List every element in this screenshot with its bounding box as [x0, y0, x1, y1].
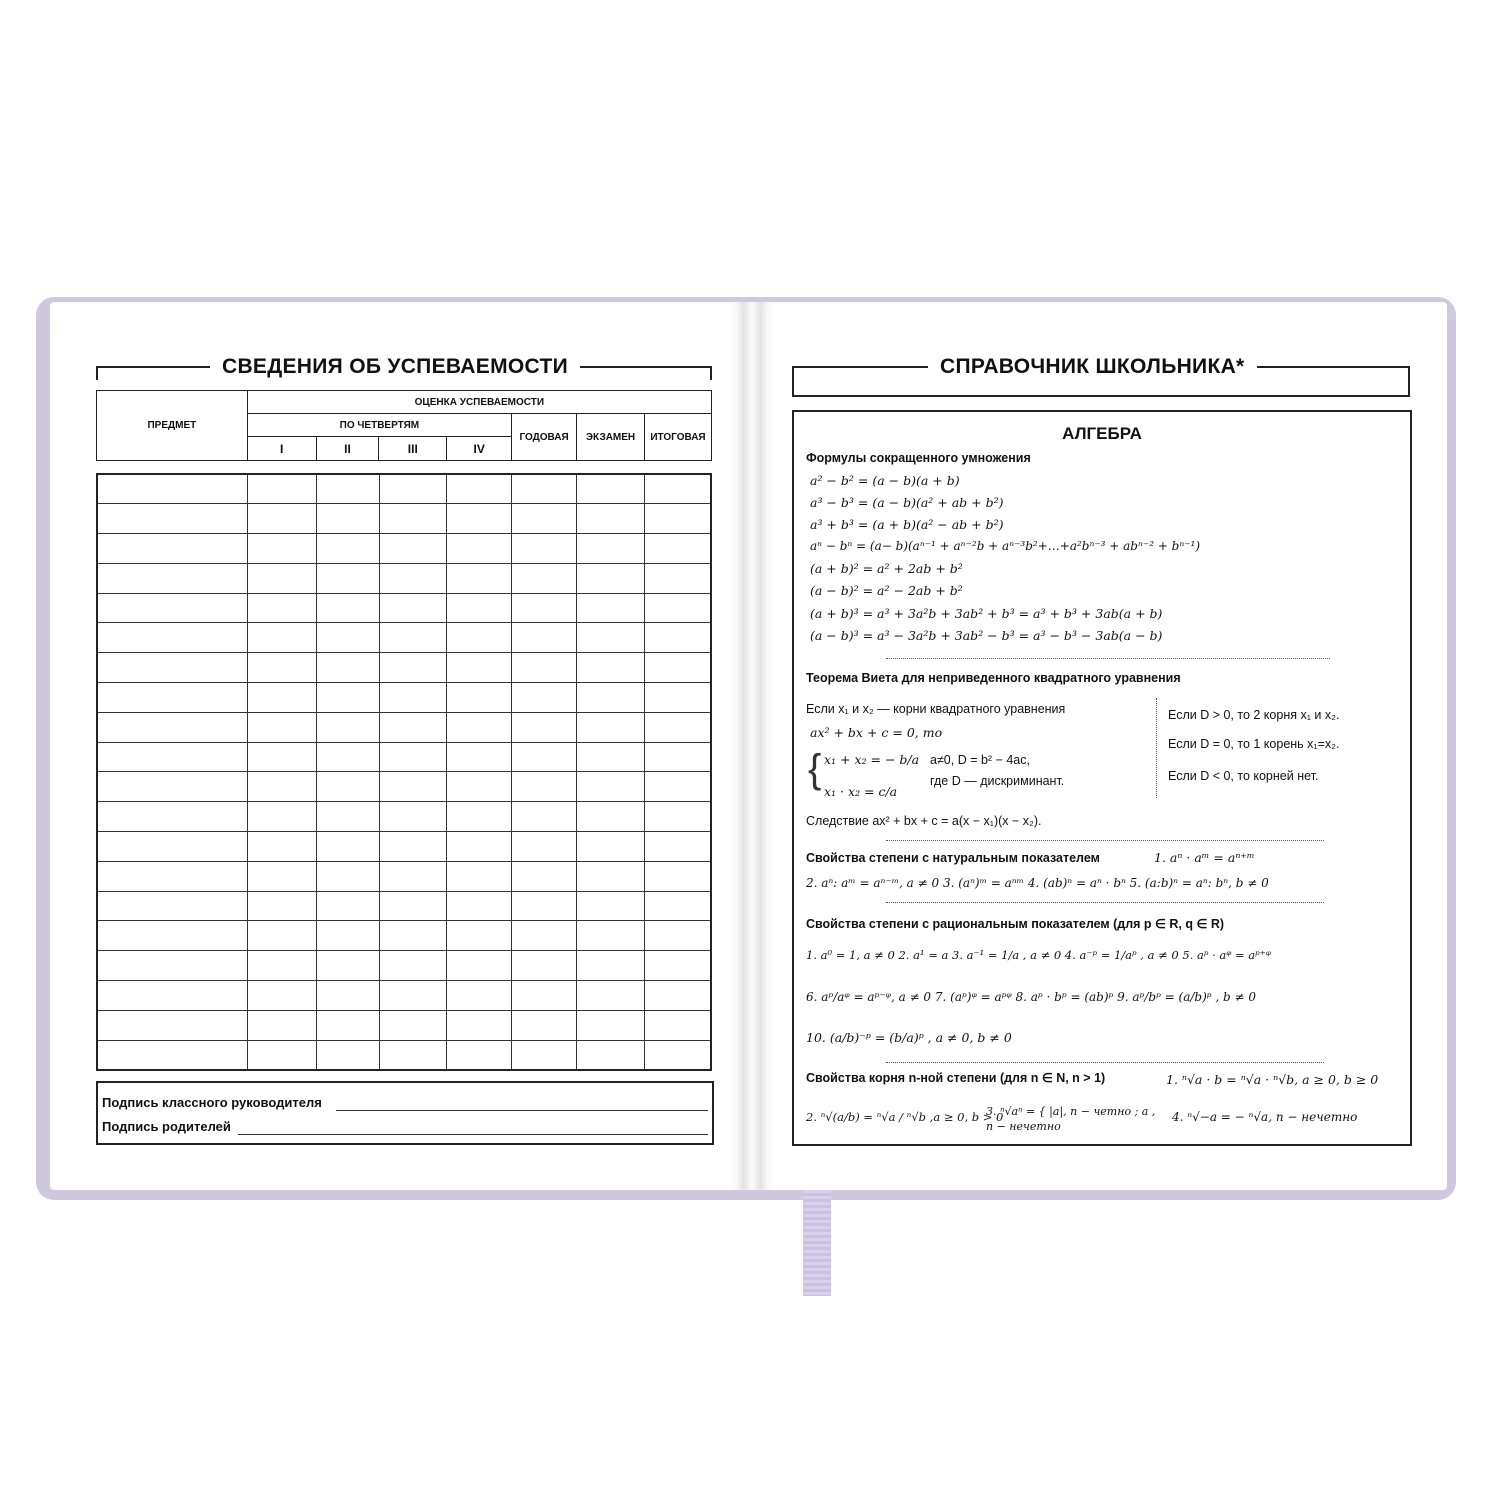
formula-2: a³ − b³ = (a − b)(a² + ab + b²) [810, 495, 1004, 510]
grade-cell[interactable] [644, 1040, 711, 1070]
grade-cell[interactable] [248, 802, 317, 832]
grade-cell[interactable] [447, 951, 512, 981]
grade-row [97, 832, 711, 862]
grade-cell[interactable] [644, 504, 711, 534]
root-property-2: 2. ⁿ√(a/b) = ⁿ√a / ⁿ√b ,a ≥ 0, b > 0 [806, 1110, 1004, 1124]
divider-3 [886, 902, 1324, 903]
grade-cell[interactable] [248, 623, 317, 653]
grade-cell[interactable] [644, 802, 711, 832]
grade-row [97, 891, 711, 921]
grade-cell[interactable] [379, 712, 447, 742]
formula-8: (a − b)³ = a³ − 3a²b + 3ab² − b³ = a³ − b³ − 3ab(a − b) [810, 628, 1163, 643]
grade-row [97, 742, 711, 772]
grade-cell[interactable] [379, 742, 447, 772]
root-property-1: 1. ⁿ√a · b = ⁿ√a · ⁿ√b, a ≥ 0, b ≥ 0 [1166, 1072, 1379, 1087]
subject-cell[interactable] [97, 1040, 248, 1070]
vieta-divider [1156, 698, 1157, 798]
grade-cell[interactable] [512, 683, 577, 713]
final-header: ИТОГОВАЯ [644, 414, 711, 461]
grade-cell[interactable] [316, 593, 379, 623]
vieta-line-1: Если x₁ и x₂ — корни квадратного уравнения [806, 702, 1066, 716]
grade-cell[interactable] [576, 474, 644, 504]
grade-cell[interactable] [379, 563, 447, 593]
grade-cell[interactable] [316, 772, 379, 802]
vieta-brace: { [808, 747, 822, 791]
natural-power-1: 1. aⁿ · aᵐ = aⁿ⁺ᵐ [1154, 850, 1255, 865]
grade-row [97, 563, 711, 593]
grade-row [97, 861, 711, 891]
grade-cell[interactable] [576, 534, 644, 564]
grade-cell[interactable] [316, 683, 379, 713]
grade-cell[interactable] [576, 921, 644, 951]
grade-cell[interactable] [447, 623, 512, 653]
grade-row [97, 1010, 711, 1040]
grade-cell[interactable] [447, 504, 512, 534]
grade-cell[interactable] [447, 891, 512, 921]
grade-cell[interactable] [316, 653, 379, 683]
grade-cell[interactable] [512, 891, 577, 921]
grade-cell[interactable] [379, 772, 447, 802]
subject-cell[interactable] [97, 742, 248, 772]
vieta-result-3: Если D < 0, то корней нет. [1168, 769, 1319, 783]
grade-cell[interactable] [316, 891, 379, 921]
grade-row [97, 534, 711, 564]
subject-cell[interactable] [97, 832, 248, 862]
grade-cell[interactable] [316, 504, 379, 534]
grade-cell[interactable] [316, 981, 379, 1011]
grade-cell[interactable] [447, 742, 512, 772]
left-title-rule-right [710, 366, 712, 380]
grade-cell[interactable] [379, 1010, 447, 1040]
divider-1 [886, 658, 1330, 659]
grade-cell[interactable] [576, 981, 644, 1011]
grade-cell[interactable] [248, 921, 317, 951]
formula-1: a² − b² = (a − b)(a + b) [810, 473, 960, 488]
grade-cell[interactable] [644, 742, 711, 772]
grade-cell[interactable] [316, 742, 379, 772]
subject-cell[interactable] [97, 772, 248, 802]
vieta-system-2: x₁ · x₂ = c/a [824, 784, 898, 799]
parents-signature-label: Подпись родителей [102, 1119, 231, 1134]
grade-row [97, 772, 711, 802]
grade-cell[interactable] [644, 861, 711, 891]
reference-box [792, 410, 1412, 1146]
signature-box [96, 1081, 714, 1145]
algebra-heading: АЛГЕБРА [1062, 424, 1142, 443]
grade-cell[interactable] [248, 951, 317, 981]
grade-cell[interactable] [316, 921, 379, 951]
vieta-result-1: Если D > 0, то 2 корня x₁ и x₂. [1168, 708, 1340, 722]
grade-cell[interactable] [576, 1010, 644, 1040]
grade-cell[interactable] [248, 772, 317, 802]
right-page-title: СПРАВОЧНИК ШКОЛЬНИКА* [928, 355, 1257, 379]
grade-cell[interactable] [447, 772, 512, 802]
grade-row [97, 1040, 711, 1070]
grade-row [97, 474, 711, 504]
grade-cell[interactable] [576, 623, 644, 653]
grade-cell[interactable] [644, 683, 711, 713]
grade-cell[interactable] [576, 563, 644, 593]
grade-row [97, 683, 711, 713]
left-title-rule-left [96, 366, 98, 380]
quarter-3-header: III [379, 437, 447, 461]
grade-cell[interactable] [447, 921, 512, 951]
grade-cell[interactable] [576, 951, 644, 981]
grade-cell[interactable] [379, 623, 447, 653]
grade-cell[interactable] [316, 861, 379, 891]
grade-cell[interactable] [316, 534, 379, 564]
vieta-system-1: x₁ + x₂ = − b/a [824, 752, 920, 767]
quarter-1-header: I [247, 437, 316, 461]
grade-cell[interactable] [447, 1010, 512, 1040]
rational-powers-row-2: 6. aᵖ/aᵠ = aᵖ⁻ᵠ, a ≠ 0 7. (aᵖ)ᵠ = aᵖᵠ 8. aᵖ · bᵖ = (ab)ᵖ 9. aᵖ/bᵖ = (a/b)ᵖ , b ≠ 0 [806, 990, 1257, 1004]
grade-cell[interactable] [447, 563, 512, 593]
annual-header: ГОДОВАЯ [512, 414, 577, 461]
grade-cell[interactable] [379, 861, 447, 891]
subject-cell[interactable] [97, 474, 248, 504]
subject-cell[interactable] [97, 921, 248, 951]
grade-cell[interactable] [512, 802, 577, 832]
subject-cell[interactable] [97, 981, 248, 1011]
grade-cell[interactable] [512, 951, 577, 981]
grade-cell[interactable] [644, 921, 711, 951]
subject-cell[interactable] [97, 504, 248, 534]
grade-cell[interactable] [644, 712, 711, 742]
subject-cell[interactable] [97, 623, 248, 653]
grade-cell[interactable] [576, 653, 644, 683]
formula-7: (a + b)³ = a³ + 3a²b + 3ab² + b³ = a³ + b³ + 3ab(a + b) [810, 606, 1163, 621]
grade-cell[interactable] [248, 683, 317, 713]
grade-cell[interactable] [447, 861, 512, 891]
grade-cell[interactable] [316, 951, 379, 981]
grade-cell[interactable] [576, 891, 644, 921]
grade-cell[interactable] [447, 802, 512, 832]
grade-row [97, 921, 711, 951]
formula-5: (a + b)² = a² + 2ab + b² [810, 561, 963, 576]
grade-cell[interactable] [447, 981, 512, 1011]
grade-cell[interactable] [316, 712, 379, 742]
rational-powers-title: Свойства степени с рациональным показателем (для p ∈ R, q ∈ R) [806, 917, 1225, 931]
grade-cell[interactable] [248, 891, 317, 921]
grade-cell[interactable] [644, 1010, 711, 1040]
grade-cell[interactable] [644, 623, 711, 653]
grade-cell[interactable] [576, 1040, 644, 1070]
grade-cell[interactable] [512, 861, 577, 891]
subject-cell[interactable] [97, 951, 248, 981]
rational-powers-row-1: 1. a⁰ = 1, a ≠ 0 2. a¹ = a 3. a⁻¹ = 1/a , a ≠ 0 4. a⁻ᵖ = 1/aᵖ , a ≠ 0 5. aᵖ · aᵠ = aᵖ⁺ᵠ [806, 948, 1271, 962]
grades-header: ОЦЕНКА УСПЕВАЕМОСТИ [247, 391, 711, 414]
vieta-result-2: Если D = 0, то 1 корень x₁=x₂. [1168, 737, 1340, 751]
page-gutter [744, 302, 760, 1190]
grade-cell[interactable] [316, 832, 379, 862]
exam-header: ЭКЗАМЕН [577, 414, 645, 461]
parents-signature-line[interactable] [238, 1134, 708, 1135]
grade-cell[interactable] [248, 1010, 317, 1040]
vieta-condition-2: где D — дискриминант. [930, 774, 1065, 788]
roots-title: Свойства корня n-ной степени (для n ∈ N, n > 1) [806, 1071, 1106, 1085]
vieta-line-2: ax² + bx + c = 0, то [810, 725, 943, 740]
grade-cell[interactable] [644, 593, 711, 623]
grade-cell[interactable] [379, 802, 447, 832]
right-title-rule-left [792, 366, 794, 396]
subject-cell[interactable] [97, 802, 248, 832]
grade-cell[interactable] [248, 1040, 317, 1070]
subject-cell[interactable] [97, 593, 248, 623]
grade-cell[interactable] [447, 832, 512, 862]
grade-cell[interactable] [576, 802, 644, 832]
grade-cell[interactable] [576, 861, 644, 891]
grade-cell[interactable] [379, 593, 447, 623]
grade-cell[interactable] [512, 712, 577, 742]
grade-cell[interactable] [644, 891, 711, 921]
grade-cell[interactable] [447, 593, 512, 623]
grade-cell[interactable] [379, 1040, 447, 1070]
grade-cell[interactable] [512, 832, 577, 862]
left-page-title: СВЕДЕНИЯ ОБ УСПЕВАЕМОСТИ [210, 355, 580, 379]
natural-powers-row: 2. aⁿ: aᵐ = aⁿ⁻ᵐ, a ≠ 0 3. (aⁿ)ᵐ = aⁿᵐ 4. (ab)ⁿ = aⁿ · bⁿ 5. (a:b)ⁿ = aⁿ: bⁿ, b ≠ 0 [806, 876, 1269, 890]
grade-cell[interactable] [512, 742, 577, 772]
quarters-header: ПО ЧЕТВЕРТЯМ [247, 414, 511, 437]
subject-cell[interactable] [97, 1010, 248, 1040]
formula-6: (a − b)² = a² − 2ab + b² [810, 583, 963, 598]
divider-4 [886, 1062, 1324, 1063]
grade-cell[interactable] [512, 772, 577, 802]
grade-cell[interactable] [644, 653, 711, 683]
grade-cell[interactable] [248, 861, 317, 891]
grade-cell[interactable] [447, 683, 512, 713]
subject-cell[interactable] [97, 861, 248, 891]
grade-cell[interactable] [248, 742, 317, 772]
grade-cell[interactable] [576, 742, 644, 772]
grade-cell[interactable] [316, 474, 379, 504]
grade-cell[interactable] [512, 474, 577, 504]
grade-cell[interactable] [316, 1010, 379, 1040]
grade-cell[interactable] [379, 921, 447, 951]
grade-cell[interactable] [379, 653, 447, 683]
natural-powers-title: Свойства степени с натуральным показателем [806, 851, 1100, 865]
grade-cell[interactable] [576, 504, 644, 534]
grade-cell[interactable] [379, 504, 447, 534]
grade-cell[interactable] [644, 474, 711, 504]
grade-cell[interactable] [248, 653, 317, 683]
grade-cell[interactable] [644, 832, 711, 862]
grade-row [97, 623, 711, 653]
grade-cell[interactable] [379, 832, 447, 862]
teacher-signature-label: Подпись классного руководителя [102, 1095, 322, 1110]
grade-cell[interactable] [644, 563, 711, 593]
rational-powers-row-3: 10. (a/b)⁻ᵖ = (b/a)ᵖ , a ≠ 0, b ≠ 0 [806, 1030, 1012, 1045]
grade-cell[interactable] [316, 563, 379, 593]
grade-cell[interactable] [576, 832, 644, 862]
grade-cell[interactable] [379, 951, 447, 981]
grade-cell[interactable] [447, 534, 512, 564]
grade-row [97, 653, 711, 683]
grade-cell[interactable] [379, 891, 447, 921]
grade-cell[interactable] [447, 653, 512, 683]
grade-cell[interactable] [248, 593, 317, 623]
root-property-3: 3. ⁿ√aⁿ = { |a|, n − четно ; a , n − нечетно [986, 1105, 1156, 1133]
grade-cell[interactable] [512, 653, 577, 683]
grade-cell[interactable] [248, 504, 317, 534]
teacher-signature-line[interactable] [336, 1110, 708, 1111]
grade-cell[interactable] [576, 712, 644, 742]
grade-cell[interactable] [447, 474, 512, 504]
subject-cell[interactable] [97, 891, 248, 921]
grade-cell[interactable] [379, 534, 447, 564]
grade-cell[interactable] [316, 802, 379, 832]
grade-cell[interactable] [644, 981, 711, 1011]
grade-cell[interactable] [248, 563, 317, 593]
quarter-2-header: II [316, 437, 379, 461]
abbr-mult-title: Формулы сокращенного умножения [806, 451, 1031, 465]
grade-cell[interactable] [447, 1040, 512, 1070]
right-title-rule-right [1408, 366, 1410, 396]
grade-cell[interactable] [512, 504, 577, 534]
grade-row [97, 712, 711, 742]
grade-cell[interactable] [379, 474, 447, 504]
grade-cell[interactable] [316, 623, 379, 653]
grade-row [97, 504, 711, 534]
subject-cell[interactable] [97, 534, 248, 564]
grade-cell[interactable] [447, 712, 512, 742]
divider-2 [886, 840, 1324, 841]
grade-cell[interactable] [512, 1040, 577, 1070]
subject-cell[interactable] [97, 683, 248, 713]
grade-cell[interactable] [248, 832, 317, 862]
grade-row [97, 981, 711, 1011]
grade-cell[interactable] [576, 593, 644, 623]
grade-row [97, 951, 711, 981]
grade-cell[interactable] [512, 623, 577, 653]
grade-cell[interactable] [512, 534, 577, 564]
grade-cell[interactable] [248, 474, 317, 504]
subject-cell[interactable] [97, 563, 248, 593]
vieta-condition-1: a≠0, D = b² − 4ac, [930, 753, 1030, 767]
grades-grid [96, 473, 712, 1071]
grade-cell[interactable] [512, 981, 577, 1011]
grades-header-table [96, 390, 712, 461]
grade-cell[interactable] [576, 772, 644, 802]
grade-cell[interactable] [576, 683, 644, 713]
grade-cell[interactable] [512, 593, 577, 623]
grade-cell[interactable] [512, 563, 577, 593]
formula-4: aⁿ − bⁿ = (a− b)(aⁿ⁻¹ + aⁿ⁻²b + aⁿ⁻³b²+…+a²bⁿ⁻³ + abⁿ⁻² + bⁿ⁻¹) [810, 539, 1201, 553]
grade-row [97, 593, 711, 623]
grade-cell[interactable] [248, 981, 317, 1011]
right-title-rule-bottom [792, 395, 1410, 397]
grade-cell[interactable] [248, 534, 317, 564]
vieta-consequence: Следствие ax² + bx + c = a(x − x₁)(x − x₂). [806, 814, 1042, 828]
grade-cell[interactable] [644, 534, 711, 564]
grade-cell[interactable] [512, 1010, 577, 1040]
subject-cell[interactable] [97, 712, 248, 742]
bookmark-ribbon[interactable] [803, 1190, 831, 1296]
grade-cell[interactable] [512, 921, 577, 951]
grade-cell[interactable] [644, 951, 711, 981]
vieta-title: Теорема Виета для неприведенного квадратного уравнения [806, 671, 1181, 685]
subject-cell[interactable] [97, 653, 248, 683]
grade-cell[interactable] [379, 683, 447, 713]
root-property-4: 4. ⁿ√−a = − ⁿ√a, n − нечетно [1172, 1110, 1358, 1124]
grade-cell[interactable] [644, 772, 711, 802]
formula-3: a³ + b³ = (a + b)(a² − ab + b²) [810, 517, 1004, 532]
quarter-4-header: IV [447, 437, 512, 461]
grade-cell[interactable] [316, 1040, 379, 1070]
grade-row [97, 802, 711, 832]
grade-cell[interactable] [248, 712, 317, 742]
grade-cell[interactable] [379, 981, 447, 1011]
subject-header: ПРЕДМЕТ [97, 391, 248, 461]
